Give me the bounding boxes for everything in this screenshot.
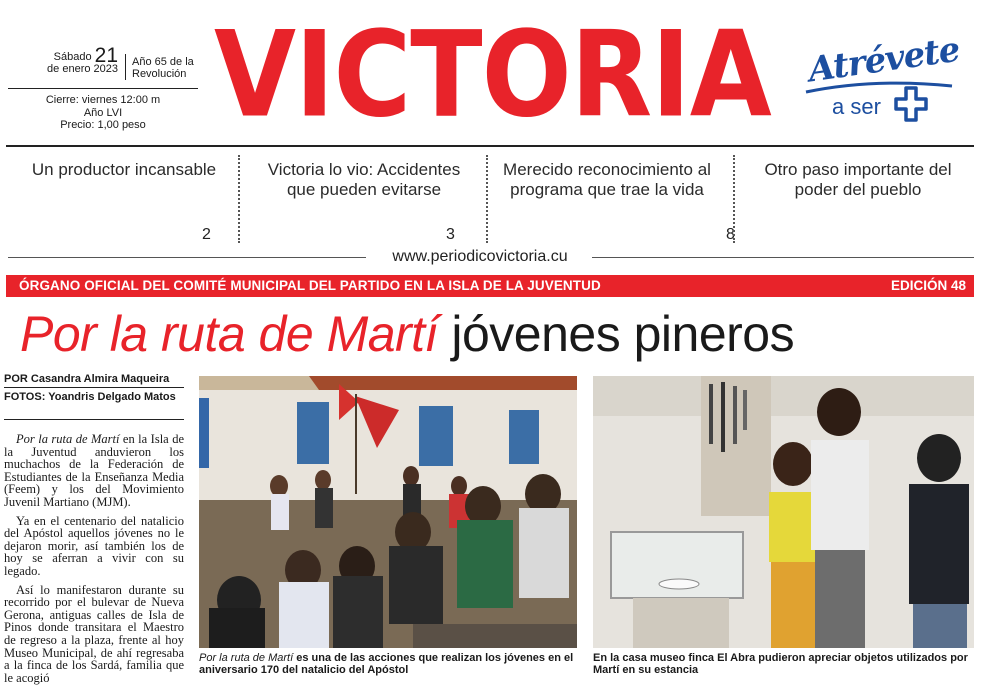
organ-text: ÓRGANO OFICIAL DEL COMITÉ MUNICIPAL DEL PARTIDO EN LA ISLA DE LA JUVENTUD (19, 278, 601, 293)
header-rule (6, 145, 974, 147)
paragraph: Ya en el centenario del natalicio del Apóstol aquellos jóvenes no le dejaron morir, así también los de hoy se aferran a vivir con su legado. (4, 513, 184, 578)
byline-photos: FOTOS: Yoandris Delgado Matos (4, 391, 176, 403)
date-divider (125, 54, 126, 80)
byline-rule (4, 419, 184, 420)
byline-rule (4, 387, 184, 388)
paragraph: Así lo manifestaron durante su recorrido por el bulevar de Nueva Gerona, antiguas calles de Isla de Pinos donde transitara el Maestro de regreso a la plaza, frente al hoy Museo Municipal, de ahí regresaba a la finca de los Sardá, familia que le acogió (4, 582, 184, 685)
headline-red: Por la ruta de Martí (20, 306, 438, 362)
teaser-4[interactable]: Otro paso importante del poder del pueblo (764, 160, 952, 199)
masthead-title[interactable]: VICTORIA (214, 5, 771, 144)
website-link[interactable]: www.periodicovictoria.cu (392, 248, 568, 265)
website-rule-left (8, 257, 366, 258)
photo-2-caption: En la casa museo finca El Abra pudieron apreciar objetos utilizados por Martí en su estancia (593, 652, 968, 676)
photo-1-caption: Por la ruta de Martí es una de las acciones que realizan los jóvenes en el aniversario 170 del natalicio del Apóstol (199, 652, 574, 676)
day-number: 21 (94, 44, 118, 67)
year-roman: Año LVI (83, 106, 123, 119)
paragraph: Por la ruta de Martí en la Isla de la Juventud anduvieron los muchachos de la Federación de Estudiantes de la Enseñanza Media (Feem) y los del Movimiento Juvenil Martiano (MJM). (4, 432, 184, 509)
issue-info (8, 94, 198, 132)
plus-icon (894, 86, 928, 122)
teaser-divider (733, 155, 735, 243)
photo-illustration (199, 376, 577, 648)
cierre-text: Cierre: viernes 12:00 m (45, 94, 161, 106)
teaser-1-page: 2 (202, 226, 211, 243)
teaser-2[interactable]: Victoria lo vio: Accidentes que pueden evitarse (267, 160, 461, 199)
logo-word: Atrévete (805, 29, 962, 91)
teaser-divider (486, 155, 488, 243)
photo-illustration (593, 376, 974, 648)
edition-number: EDICIÓN 48 (890, 278, 966, 293)
teaser-3-page: 8 (726, 226, 735, 243)
organ-band (6, 275, 974, 297)
website-rule-right (592, 257, 974, 258)
logo-sub: a ser (832, 94, 881, 119)
teaser-divider (238, 155, 240, 243)
price-text: Precio: 1,00 peso (60, 119, 146, 131)
atrevete-logo (800, 29, 965, 138)
issue-date: Sábado 21 de enero 2023 (47, 44, 118, 75)
headline-black: jóvenes pineros (437, 306, 795, 362)
byline-author: POR Casandra Almira Maqueira (4, 373, 170, 385)
revolution-year: Año 65 de la Revolución (132, 56, 194, 80)
main-headline[interactable] (20, 302, 970, 366)
date-rule (8, 88, 198, 89)
photo-students-rally[interactable] (199, 376, 577, 648)
photo-museum-visit[interactable] (593, 376, 974, 648)
teaser-2-page: 3 (446, 226, 455, 243)
teaser-1[interactable]: Un productor incansable (31, 160, 217, 179)
month-year: de enero 2023 (47, 63, 118, 75)
article-body (4, 433, 184, 690)
teaser-3[interactable]: Merecido reconocimiento al programa que trae la vida (503, 160, 711, 199)
